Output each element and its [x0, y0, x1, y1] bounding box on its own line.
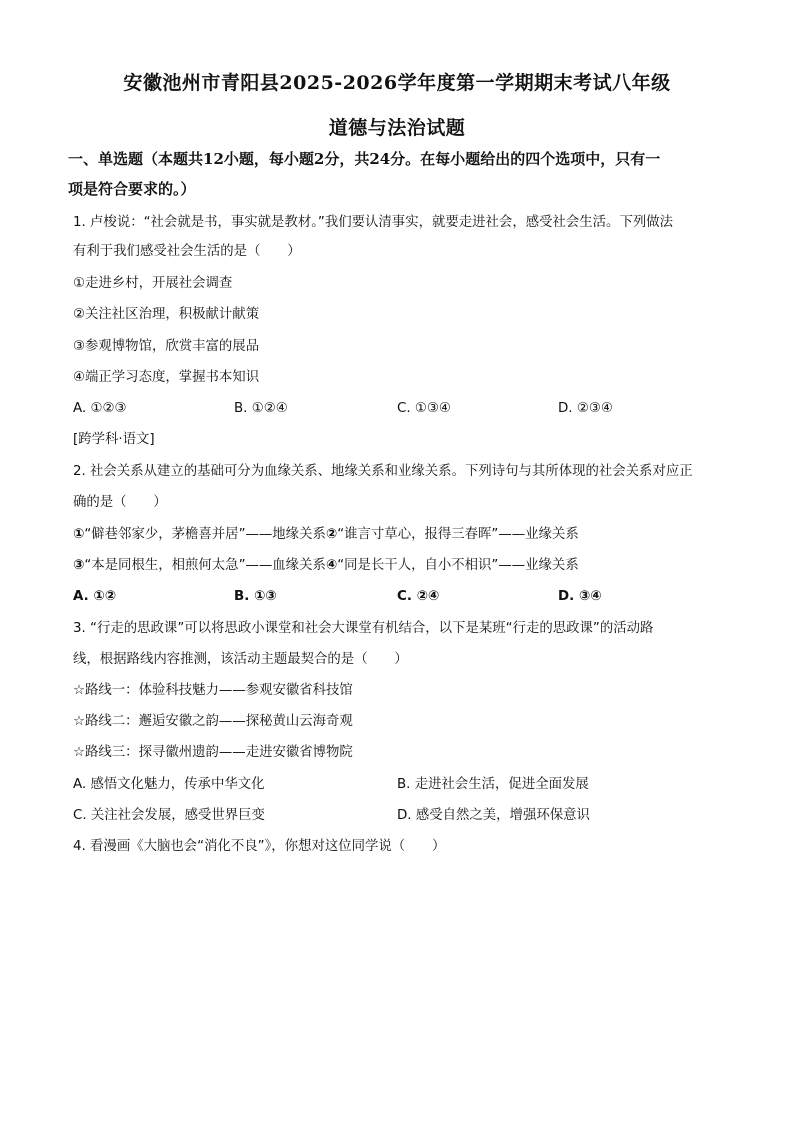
q1-option-a[interactable]: A. ①②③ [73, 401, 127, 416]
q1-item-3: ③参观博物馆，欣赏丰富的展品 [73, 339, 260, 354]
q1-option-b[interactable]: B. ①②④ [234, 401, 288, 416]
q2-item-2: “谁言寸草心，报得三春晖”——业缘关系 [337, 527, 579, 542]
q2-option-a[interactable]: A. ①② [73, 589, 117, 604]
q2-item-4-marker: ④ [325, 558, 338, 573]
q1-stem-cont: 有利于我们感受社会生活的是（ ） [73, 244, 301, 259]
q3-option-d[interactable]: D. 感受自然之美，增强环保意识 [397, 808, 590, 823]
q2-items-line1 [73, 526, 579, 544]
q1-item-4: ④端正学习态度，掌握书本知识 [73, 370, 260, 385]
section-heading: 一、单选题（本题共12小题，每小题2分，共24分。在每小题给出的四个选项中，只有一 [68, 150, 661, 168]
q2-subject-tag: [跨学科·语文] [73, 432, 155, 447]
q2-item-1: “僻巷邻家少，茅檐喜并居”——地缘关系 [84, 527, 326, 542]
q1-option-d[interactable]: D. ②③④ [558, 401, 613, 416]
q2-items-line2 [73, 557, 579, 575]
q3-route-2: ☆路线二：邂逅安徽之韵——探秘黄山云海奇观 [73, 714, 353, 729]
q2-option-b[interactable]: B. ①③ [234, 589, 277, 604]
q3-stem-cont: 线，根据路线内容推测，该活动主题最契合的是（ ） [73, 652, 408, 667]
q2-item-4: “同是长干人，自小不相识”——业缘关系 [337, 558, 579, 573]
q2-item-3: “本是同根生，相煎何太急”——血缘关系 [84, 558, 326, 573]
q3-route-1: ☆路线一：体验科技魅力——参观安徽省科技馆 [73, 683, 353, 698]
exam-subject-title: 道德与法治试题 [328, 117, 466, 139]
q2-option-d[interactable]: D. ③④ [558, 589, 602, 604]
q2-item-1-marker: ① [73, 527, 85, 542]
q1-item-2: ②关注社区治理，积极献计献策 [73, 307, 260, 322]
q2-item-3-marker: ③ [73, 558, 85, 573]
q1-item-1: ①走进乡村，开展社会调查 [73, 276, 233, 291]
exam-title: 安徽池州市青阳县2025-2026学年度第一学期期末考试八年级 [123, 72, 671, 94]
q2-stem-cont: 确的是（ ） [73, 495, 167, 510]
q2-item-2-marker: ② [325, 527, 338, 542]
q4-stem: 4. 看漫画《大脑也会“消化不良”》，你想对这位同学说（ ） [73, 839, 446, 854]
q3-option-a[interactable]: A. 感悟文化魅力，传承中华文化 [73, 777, 265, 792]
q1-stem: 1. 卢梭说：“社会就是书，事实就是教材。”我们要认清事实，就要走进社会，感受社会生活。下列做法 [73, 215, 674, 230]
q3-option-b[interactable]: B. 走进社会生活，促进全面发展 [397, 777, 589, 792]
q2-stem: 2. 社会关系从建立的基础可分为血缘关系、地缘关系和业缘关系。下列诗句与其所体现的社会关系对应正 [73, 464, 693, 479]
q1-option-c[interactable]: C. ①③④ [397, 401, 451, 416]
q3-option-c[interactable]: C. 关注社会发展，感受世界巨变 [73, 808, 265, 823]
q3-stem: 3. “行走的思政课”可以将思政小课堂和社会大课堂有机结合，以下是某班“行走的思政课”的活动路 [73, 621, 654, 636]
section-heading-cont: 项是符合要求的。） [68, 180, 196, 198]
q3-route-3: ☆路线三：探寻徽州遗韵——走进安徽省博物院 [73, 745, 353, 760]
q2-option-c[interactable]: C. ②④ [397, 589, 440, 604]
